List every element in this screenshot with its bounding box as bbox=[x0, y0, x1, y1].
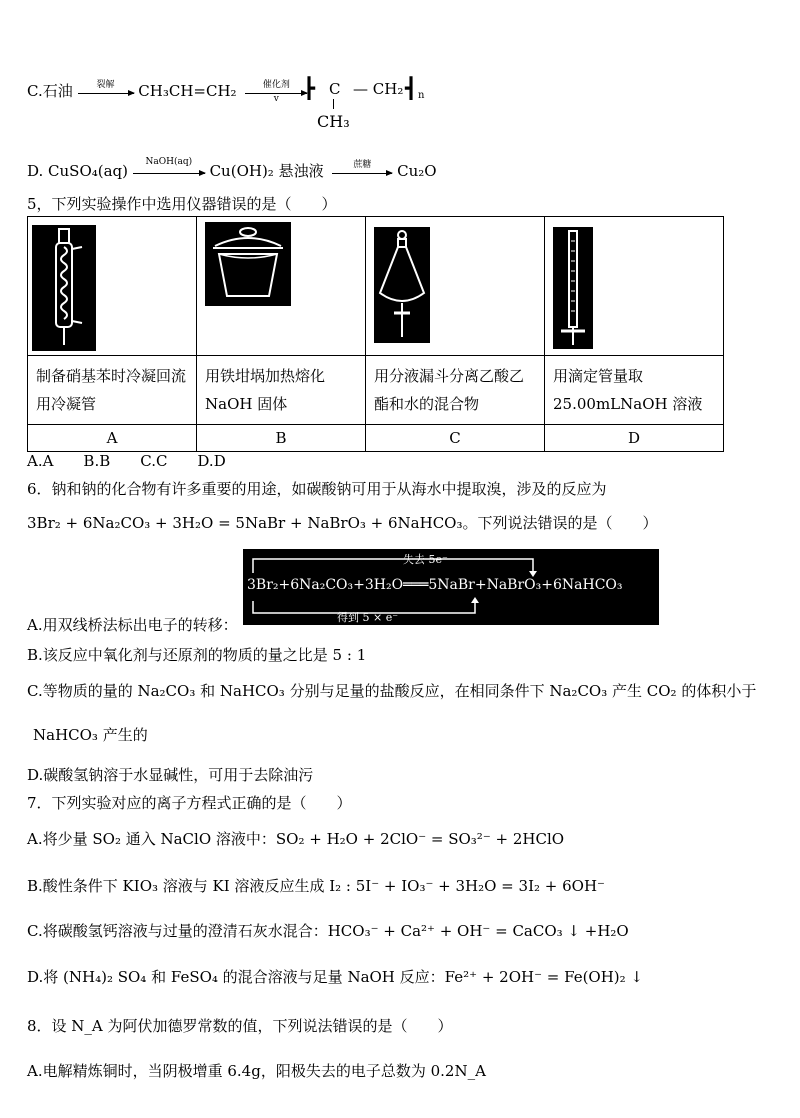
polymer-n: n bbox=[418, 90, 425, 101]
arrow-under-label: v bbox=[273, 94, 279, 104]
lose-electrons-label: 失去 5e⁻ bbox=[403, 553, 448, 566]
letter-c: C bbox=[366, 425, 545, 452]
arrow-condition: 催化剂 bbox=[262, 80, 290, 90]
question-8-stem: 8．设 N_A 为阿伏加德罗常数的值，下列说法错误的是（ ） bbox=[27, 1017, 453, 1035]
reaction-arrow bbox=[332, 160, 392, 174]
cuprous-oxide-formula: Cu₂O bbox=[397, 162, 437, 180]
caption-d: 用滴定管量取 25.00mLNaOH 溶液 bbox=[545, 356, 724, 425]
question-8-option-a: A.电解精炼铜时，当阴极增重 6.4g，阳极失去的电子总数为 0.2N_A bbox=[27, 1062, 486, 1080]
burette-icon bbox=[553, 227, 593, 349]
option-d-label: D. CuSO₄(aq) bbox=[27, 162, 129, 180]
question-6-equation: 3Br₂ + 6Na₂CO₃ + 3H₂O = 5NaBr + NaBrO₃ + 6NaHCO₃ bbox=[27, 514, 463, 532]
question-7-option-b: B.酸性条件下 KIO₃ 溶液与 KI 溶液反应生成 I₂ : 5I⁻ + IO₃⁻ + 3H₂O = 3I₂ + 6OH⁻ bbox=[27, 877, 605, 895]
question-7-option-a: A.将少量 SO₂ 通入 NaClO 溶液中：SO₂ + H₂O + 2ClO⁻ = SO₃²⁻ + 2HClO bbox=[27, 830, 565, 848]
separatory-funnel-icon bbox=[374, 227, 430, 343]
condenser-icon bbox=[32, 225, 96, 351]
reaction-arrow bbox=[133, 157, 205, 174]
letter-a: A bbox=[28, 425, 197, 452]
separatory-funnel-image-cell bbox=[366, 217, 545, 356]
propylene-formula: CH₃CH=CH₂ bbox=[138, 82, 237, 100]
letter-b: B bbox=[197, 425, 366, 452]
condenser-image-cell bbox=[28, 217, 197, 356]
box-equation: 3Br₂+6Na₂CO₃+3H₂O═══5NaBr+NaBrO₃+6NaHCO₃ bbox=[247, 577, 623, 593]
polymer-c: C bbox=[329, 80, 341, 98]
question-6-option-d: D.碳酸氢钠溶于水显碱性，可用于去除油污 bbox=[27, 766, 314, 784]
copper-hydroxide-formula: Cu(OH)₂ 悬浊液 bbox=[209, 162, 324, 180]
letter-d: D bbox=[545, 425, 724, 452]
polymer-ch2: — CH₂ bbox=[353, 80, 404, 98]
question-6-equation-tail: 。下列说法错误的是（ ） bbox=[462, 514, 658, 532]
option-c-label: C.石油 bbox=[27, 82, 73, 100]
arrow-condition: NaOH(aq) bbox=[145, 157, 193, 167]
question-6-option-c-cont: NaHCO₃ 产生的 bbox=[33, 726, 148, 744]
crucible-image-cell bbox=[197, 217, 366, 356]
bond-line bbox=[333, 99, 335, 109]
polymer-bracket-right: ┫ bbox=[405, 76, 418, 100]
question-7-stem: 7．下列实验对应的离子方程式正确的是（ ） bbox=[27, 794, 352, 812]
crucible-icon bbox=[205, 222, 291, 306]
option-c-line bbox=[27, 80, 307, 104]
reaction-arrow bbox=[78, 80, 134, 94]
question-6-equation-line bbox=[27, 512, 658, 533]
caption-b: 用铁坩埚加热熔化 NaOH 固体 bbox=[197, 356, 366, 425]
instrument-table bbox=[27, 216, 724, 452]
question-6-stem: 6．钠和钠的化合物有许多重要的用途，如碳酸钠可用于从海水中提取溴，涉及的反应为 bbox=[27, 480, 607, 498]
question-5-options: A.A B.B C.C D.D bbox=[27, 452, 226, 470]
gain-electrons-label: 得到 5 × e⁻ bbox=[337, 611, 399, 624]
question-5-stem: 5，下列实验操作中选用仪器错误的是（ ） bbox=[27, 195, 337, 213]
question-6-option-b: B.该反应中氧化剂与还原剂的物质的量之比是 5 : 1 bbox=[27, 646, 367, 664]
question-6-option-a: A.用双线桥法标出电子的转移： bbox=[27, 616, 238, 634]
electron-transfer-diagram bbox=[243, 549, 659, 625]
option-d-line bbox=[27, 157, 437, 181]
polymer-ch3: CH₃ bbox=[317, 112, 350, 131]
polymer-bracket-left: ┣ bbox=[303, 76, 316, 100]
caption-a: 制备硝基苯时冷凝回流用冷凝管 bbox=[28, 356, 197, 425]
reaction-arrow bbox=[245, 80, 307, 104]
burette-image-cell bbox=[545, 217, 724, 356]
arrow-condition: 蔗糖 bbox=[353, 160, 372, 170]
arrow-condition: 裂解 bbox=[96, 80, 115, 90]
question-6-option-c: C.等物质的量的 Na₂CO₃ 和 NaHCO₃ 分别与足量的盐酸反应，在相同条件下 Na₂CO₃ 产生 CO₂ 的体积小于 bbox=[27, 682, 757, 700]
question-7-option-c: C.将碳酸氢钙溶液与过量的澄清石灰水混合：HCO₃⁻ + Ca²⁺ + OH⁻ = CaCO₃ ↓ +H₂O bbox=[27, 922, 629, 940]
caption-c: 用分液漏斗分离乙酸乙酯和水的混合物 bbox=[366, 356, 545, 425]
question-7-option-d: D.将 (NH₄)₂ SO₄ 和 FeSO₄ 的混合溶液与足量 NaOH 反应：Fe²⁺ + 2OH⁻ = Fe(OH)₂ ↓ bbox=[27, 968, 643, 986]
